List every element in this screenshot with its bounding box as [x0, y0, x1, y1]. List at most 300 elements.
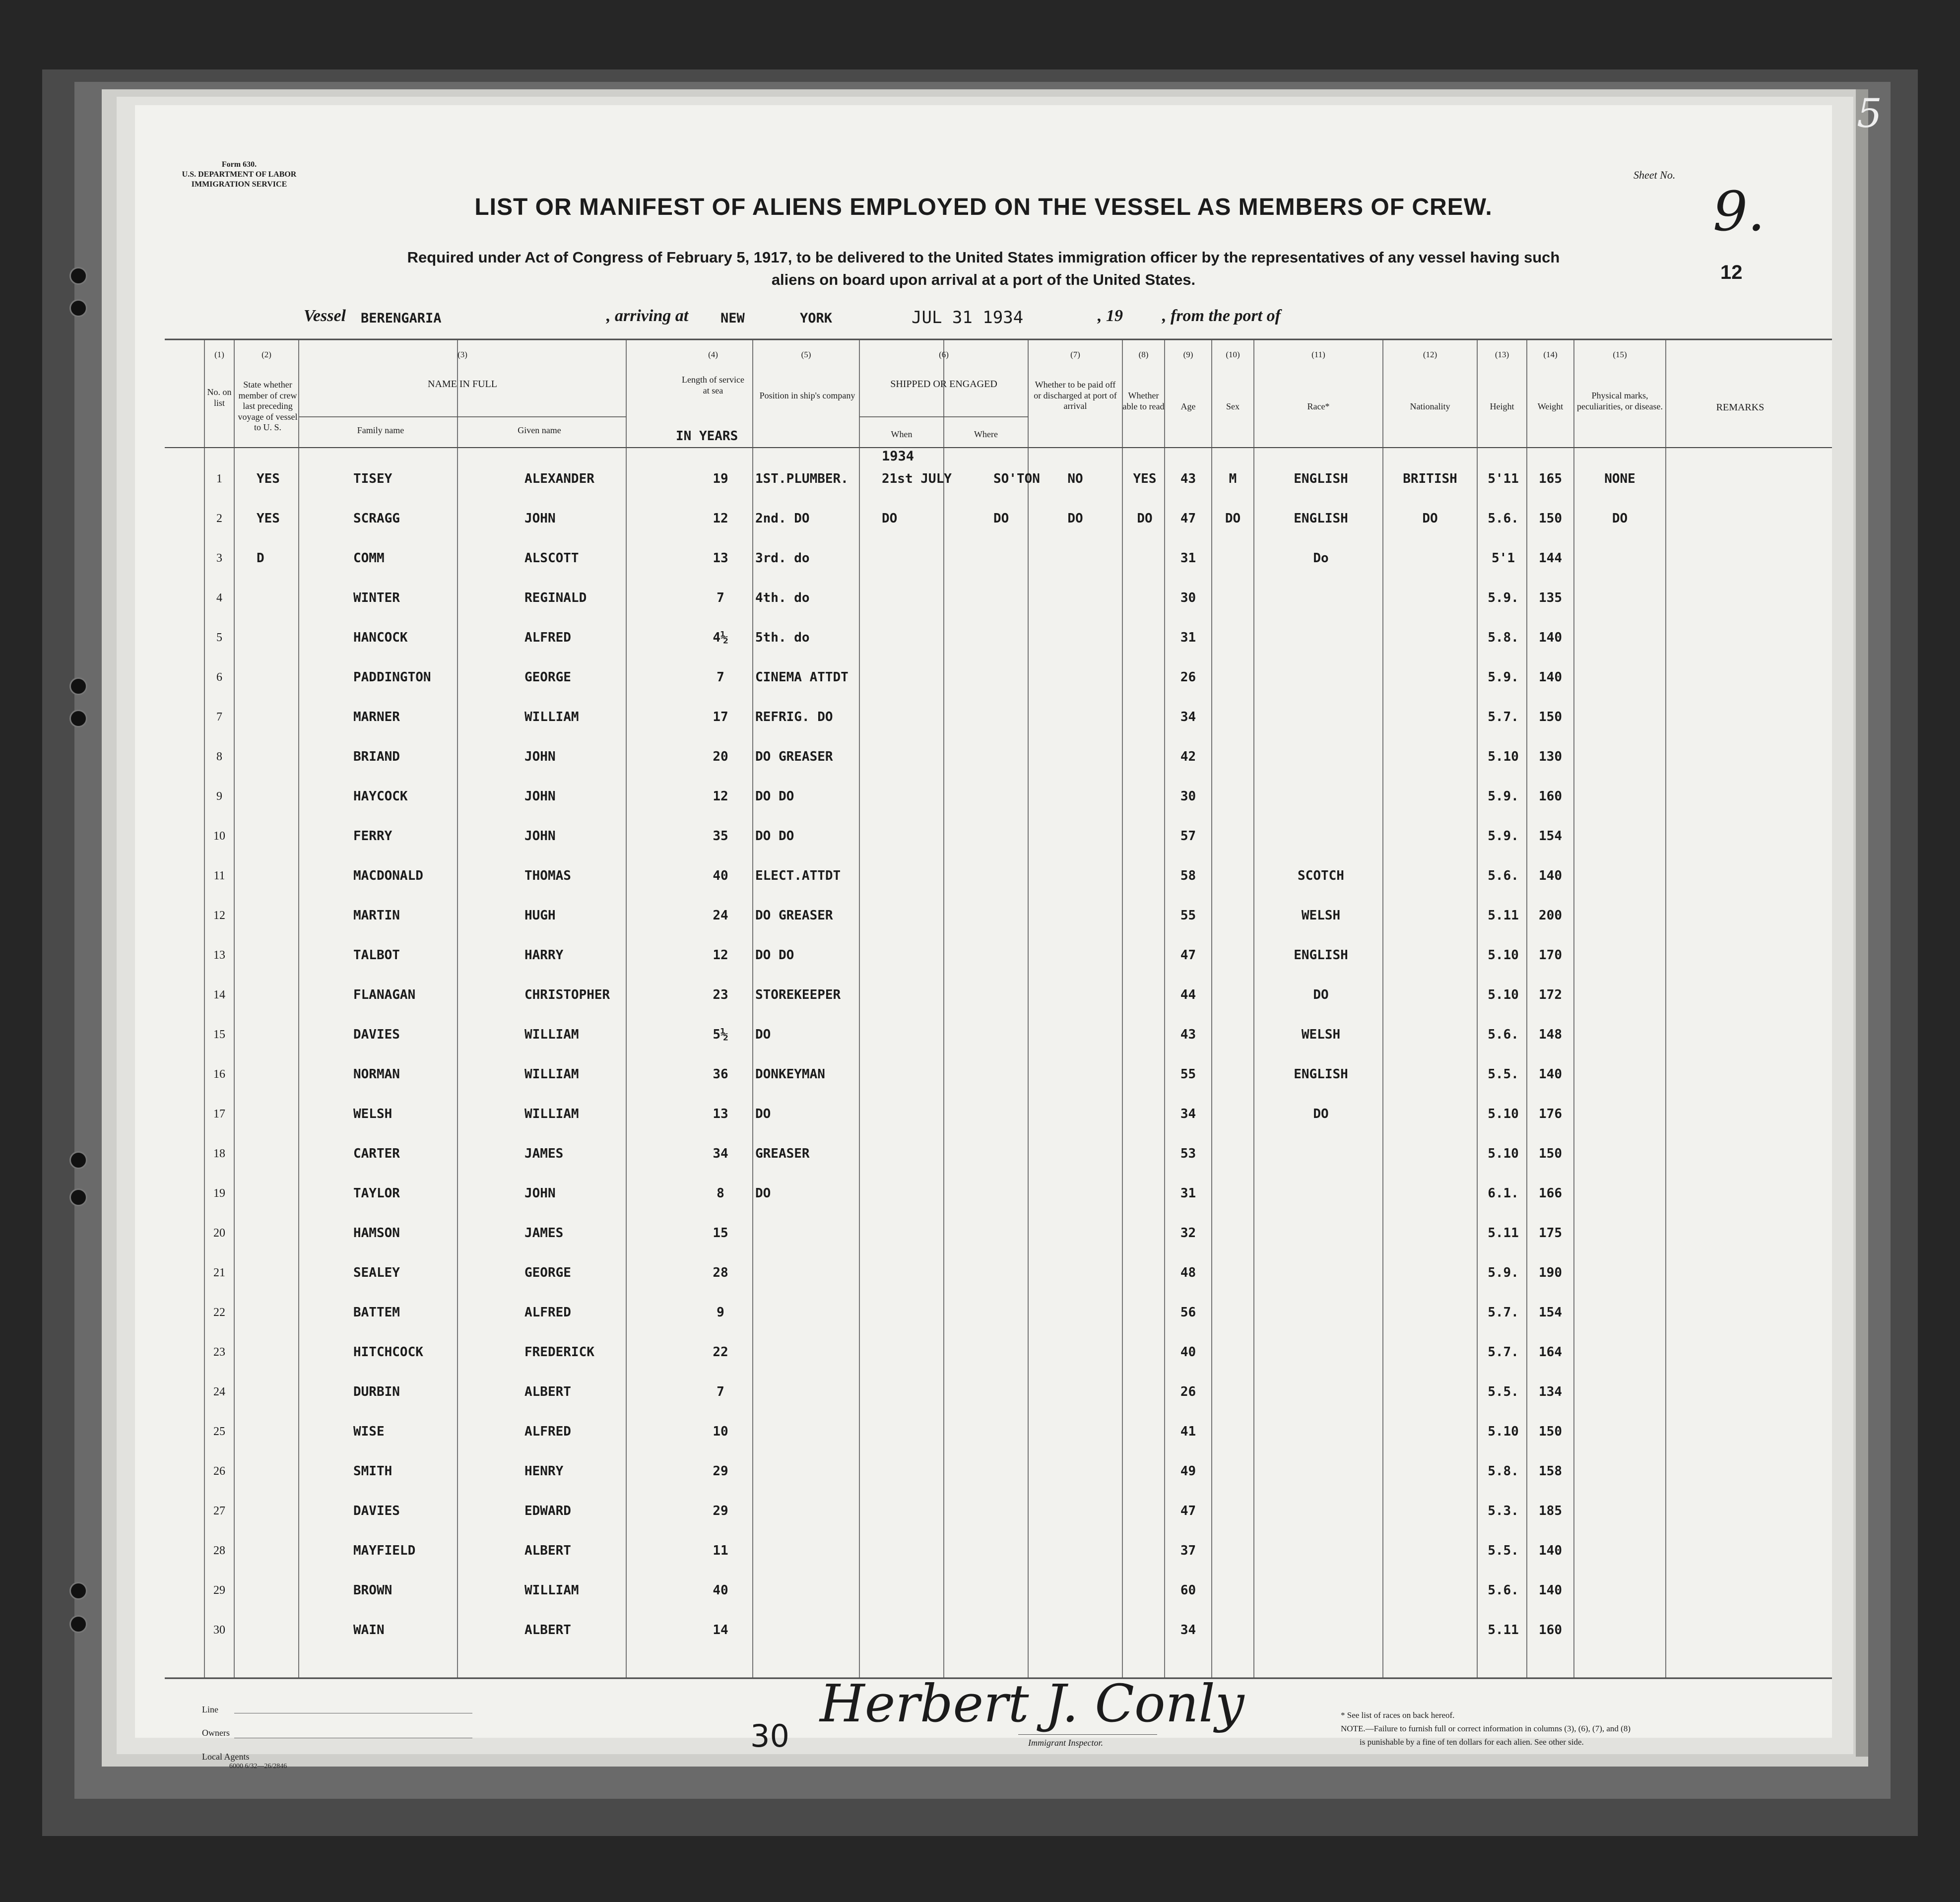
weight: 170	[1539, 948, 1562, 963]
family-name: HAMSON	[353, 1226, 400, 1241]
age: 57	[1180, 829, 1196, 844]
row-number: 27	[213, 1505, 225, 1517]
weight: 166	[1539, 1186, 1562, 1201]
col-9-number: (9)	[1183, 350, 1193, 359]
row-number: 4	[216, 591, 222, 604]
row-number: 21	[213, 1266, 225, 1279]
weight: 160	[1539, 789, 1562, 804]
given-name: WILLIAM	[524, 1583, 579, 1598]
age: 49	[1180, 1464, 1196, 1479]
sex: M	[1229, 471, 1237, 486]
prev-voyage: YES	[257, 511, 280, 526]
service-years: 12	[713, 948, 728, 963]
row-number: 19	[213, 1187, 225, 1200]
family-name: COMM	[353, 551, 385, 566]
family-name: WISE	[353, 1424, 385, 1439]
age: 41	[1180, 1424, 1196, 1439]
age: 30	[1180, 590, 1196, 605]
family-name: FLANAGAN	[353, 987, 416, 1002]
position: ELECT.ATTDT	[755, 868, 841, 883]
family-name: HITCHCOCK	[353, 1345, 423, 1360]
col-5-number: (5)	[801, 350, 811, 359]
subtitle-line-1: Required under Act of Congress of February 5, 1917, to be delivered to the United States immigration officer by the representatives of any vessel having such	[407, 249, 1560, 266]
date-stamp: JUL 31 1934	[912, 308, 1024, 328]
age: 31	[1180, 630, 1196, 645]
weight: 140	[1539, 670, 1562, 685]
service-years: 22	[713, 1345, 728, 1360]
position: DONKEYMAN	[755, 1067, 825, 1082]
height: 5.8.	[1488, 1464, 1519, 1479]
age: 47	[1180, 948, 1196, 963]
weight: 135	[1539, 590, 1562, 605]
col-7-label: Whether to be paid off or discharged at port of arrival	[1034, 380, 1117, 411]
row-number: 7	[216, 711, 222, 723]
height: 5.9.	[1488, 789, 1519, 804]
given-name: JOHN	[524, 511, 556, 526]
col-4-label: Length of service at sea	[682, 375, 744, 395]
row-number: 26	[213, 1465, 225, 1478]
service-years: 7	[717, 670, 724, 685]
line-label: Line	[202, 1705, 218, 1714]
service-years: 10	[713, 1424, 728, 1439]
family-name: CARTER	[353, 1146, 400, 1161]
col-16-label: REMARKS	[1716, 402, 1764, 413]
given-name: GEORGE	[524, 670, 571, 685]
weight: 130	[1539, 749, 1562, 764]
race: ENGLISH	[1294, 471, 1348, 486]
service-years: 13	[713, 551, 728, 566]
row-number: 17	[213, 1108, 225, 1120]
port-part-2: YORK	[800, 311, 833, 326]
col-15-label: Physical marks, peculiarities, or disease.	[1577, 391, 1663, 411]
prev-voyage: YES	[257, 471, 280, 486]
family-name: HANCOCK	[353, 630, 408, 645]
height: 5.7.	[1488, 1305, 1519, 1320]
manifest-sheet	[135, 90, 1882, 1770]
height: 5.9.	[1488, 670, 1519, 685]
row-number: 8	[216, 750, 222, 763]
total-count-hand: 30	[750, 1718, 789, 1754]
height: 5.9.	[1488, 829, 1519, 844]
height: 5.10	[1488, 749, 1519, 764]
height: 5.6.	[1488, 868, 1519, 883]
service-years: 8	[717, 1186, 724, 1201]
col-6-number: (6)	[939, 350, 949, 359]
service-years: 28	[713, 1265, 728, 1280]
given-name: ALFRED	[524, 1424, 571, 1439]
family-name: MACDONALD	[353, 868, 423, 883]
row-number: 29	[213, 1584, 225, 1597]
family-name: SMITH	[353, 1464, 392, 1479]
height: 5.11	[1488, 1226, 1519, 1241]
row-number: 22	[213, 1306, 225, 1319]
position: 5th. do	[755, 630, 810, 645]
shipped-when: DO	[882, 511, 898, 526]
row-number: 20	[213, 1227, 225, 1240]
weight: 148	[1539, 1027, 1562, 1042]
height: 5.8.	[1488, 630, 1519, 645]
col-10-number: (10)	[1226, 350, 1240, 359]
service-years: 29	[713, 1464, 728, 1479]
given-name: WILLIAM	[524, 710, 579, 724]
family-name: SEALEY	[353, 1265, 400, 1280]
family-name: DAVIES	[353, 1504, 400, 1518]
position: DO	[755, 1027, 771, 1042]
row-number: 30	[213, 1624, 225, 1637]
family-name: WAIN	[353, 1623, 385, 1638]
height: 5.3.	[1488, 1504, 1519, 1518]
note-line-1: NOTE.—Failure to furnish full or correct information in columns (3), (6), (7), and (8)	[1341, 1724, 1631, 1733]
age: 53	[1180, 1146, 1196, 1161]
weight: 144	[1539, 551, 1562, 566]
row-number: 24	[213, 1385, 225, 1398]
service-years: 34	[713, 1146, 728, 1161]
col-1-label: No. on list	[207, 387, 232, 408]
height: 6.1.	[1488, 1186, 1519, 1201]
col-11-number: (11)	[1311, 350, 1325, 359]
given-name: ALBERT	[524, 1384, 571, 1399]
family-name: SCRAGG	[353, 511, 400, 526]
position: DO GREASER	[755, 749, 833, 764]
family-name: FERRY	[353, 829, 392, 844]
given-name: ALBERT	[524, 1543, 571, 1558]
able-to-read: DO	[1137, 511, 1153, 526]
col-5-label: Position in ship's company	[759, 391, 855, 400]
position: GREASER	[755, 1146, 810, 1161]
row-number: 9	[216, 790, 222, 803]
service-years: 24	[713, 908, 728, 923]
row-number: 15	[213, 1028, 225, 1041]
race: ENGLISH	[1294, 948, 1348, 963]
family-name: WELSH	[353, 1107, 392, 1121]
service-years: 12	[713, 789, 728, 804]
col-1-number: (1)	[214, 350, 224, 359]
family-name: HAYCOCK	[353, 789, 408, 804]
row-number: 16	[213, 1068, 225, 1081]
age: 34	[1180, 1623, 1196, 1638]
service-years: 36	[713, 1067, 728, 1082]
weight: 190	[1539, 1265, 1562, 1280]
given-name: FREDERICK	[524, 1345, 594, 1360]
family-name: DAVIES	[353, 1027, 400, 1042]
port-part-1: NEW	[720, 311, 745, 326]
weight: 158	[1539, 1464, 1562, 1479]
physical-marks: DO	[1612, 511, 1628, 526]
binder-hole	[69, 1582, 87, 1600]
col-3-label: NAME IN FULL	[428, 379, 497, 390]
position: DO GREASER	[755, 908, 833, 923]
col-3-number: (3)	[457, 350, 467, 359]
shipped-when: 21st JULY	[882, 471, 952, 486]
race: ENGLISH	[1294, 1067, 1348, 1082]
service-years: 29	[713, 1504, 728, 1518]
service-years: 23	[713, 987, 728, 1002]
corner-mark: 5	[1857, 90, 1882, 136]
weight: 150	[1539, 1146, 1562, 1161]
age: 47	[1180, 511, 1196, 526]
given-name: GEORGE	[524, 1265, 571, 1280]
row-number: 18	[213, 1147, 225, 1160]
col-15-number: (15)	[1613, 350, 1627, 359]
age: 31	[1180, 1186, 1196, 1201]
col-14-label: Weight	[1537, 401, 1564, 411]
given-name: ALFRED	[524, 1305, 571, 1320]
col-3-family: Family name	[357, 425, 404, 435]
age: 37	[1180, 1543, 1196, 1558]
weight: 140	[1539, 1067, 1562, 1082]
row-number: 25	[213, 1425, 225, 1438]
position: STOREKEEPER	[755, 987, 841, 1002]
family-name: MARNER	[353, 710, 400, 724]
height: 5.5.	[1488, 1384, 1519, 1399]
row-number: 3	[216, 552, 222, 565]
age: 32	[1180, 1226, 1196, 1241]
position: REFRIG. DO	[755, 710, 833, 724]
age: 34	[1180, 1107, 1196, 1121]
binder-hole	[69, 1615, 87, 1633]
col-12-number: (12)	[1423, 350, 1437, 359]
weight: 154	[1539, 829, 1562, 844]
age: 58	[1180, 868, 1196, 883]
service-years: 15	[713, 1226, 728, 1241]
binder-hole	[69, 677, 87, 695]
age: 34	[1180, 710, 1196, 724]
family-name: TAYLOR	[353, 1186, 400, 1201]
shipped-where: SO'TON	[993, 471, 1040, 486]
weight: 154	[1539, 1305, 1562, 1320]
service-years: 5½	[713, 1027, 728, 1042]
col-2-number: (2)	[261, 350, 271, 359]
col-3-given: Given name	[518, 425, 561, 435]
service-years: 7	[717, 590, 724, 605]
binder-hole	[69, 267, 87, 285]
race: WELSH	[1301, 1027, 1341, 1042]
given-name: ALSCOTT	[524, 551, 579, 566]
position: DO DO	[755, 789, 794, 804]
service-years: 9	[717, 1305, 724, 1320]
owners-label: Owners	[202, 1728, 230, 1738]
given-name: HARRY	[524, 948, 564, 963]
service-years: 40	[713, 868, 728, 883]
physical-marks: NONE	[1604, 471, 1635, 486]
col-6-when: When	[891, 429, 913, 439]
age: 44	[1180, 987, 1196, 1002]
given-name: HENRY	[524, 1464, 564, 1479]
family-name: MARTIN	[353, 908, 400, 923]
height: 5.9.	[1488, 590, 1519, 605]
given-name: ALBERT	[524, 1623, 571, 1638]
col-8-number: (8)	[1138, 350, 1149, 359]
height: 5.6.	[1488, 1583, 1519, 1598]
weight: 150	[1539, 1424, 1562, 1439]
col-14-number: (14)	[1543, 350, 1558, 359]
col-12-label: Nationality	[1410, 401, 1450, 411]
weight: 150	[1539, 511, 1562, 526]
inspector-signature: Herbert J. Conly	[820, 1673, 1244, 1734]
position: DO	[755, 1186, 771, 1201]
age: 47	[1180, 1504, 1196, 1518]
given-name: ALEXANDER	[524, 471, 594, 486]
row-number: 28	[213, 1544, 225, 1557]
prev-voyage: D	[257, 551, 264, 566]
family-name: TALBOT	[353, 948, 400, 963]
year-label: , 19	[1098, 307, 1123, 325]
sheet-number-sub: 12	[1720, 262, 1743, 283]
col-4-typed: IN YEARS	[676, 429, 738, 444]
service-years: 13	[713, 1107, 728, 1121]
given-name: EDWARD	[524, 1504, 571, 1518]
binder-hole	[69, 710, 87, 727]
service-years: 17	[713, 710, 728, 724]
weight: 185	[1539, 1504, 1562, 1518]
service-years: 11	[713, 1543, 728, 1558]
given-name: WILLIAM	[524, 1067, 579, 1082]
weight: 164	[1539, 1345, 1562, 1360]
binder-hole	[69, 1188, 87, 1206]
given-name: HUGH	[524, 908, 556, 923]
weight: 175	[1539, 1226, 1562, 1241]
race: ENGLISH	[1294, 511, 1348, 526]
weight: 140	[1539, 1543, 1562, 1558]
position: CINEMA ATTDT	[755, 670, 849, 685]
service-years: 7	[717, 1384, 724, 1399]
col-6-label: SHIPPED OR ENGAGED	[890, 379, 997, 390]
given-name: ALFRED	[524, 630, 571, 645]
row-number: 14	[213, 988, 225, 1001]
height: 5.5.	[1488, 1543, 1519, 1558]
row-number: 12	[213, 909, 225, 922]
col-9-label: Age	[1180, 401, 1196, 411]
age: 42	[1180, 749, 1196, 764]
height: 5.6.	[1488, 1027, 1519, 1042]
age: 60	[1180, 1583, 1196, 1598]
nationality: DO	[1422, 511, 1438, 526]
from-label: , from the port of	[1162, 307, 1281, 325]
arriving-label: , arriving at	[606, 307, 689, 325]
height: 5.6.	[1488, 511, 1519, 526]
agents-label: Local Agents	[202, 1752, 250, 1762]
department: U.S. DEPARTMENT OF LABOR	[182, 170, 297, 179]
age: 30	[1180, 789, 1196, 804]
shipped-year: 1934	[882, 449, 915, 464]
height: 5.10	[1488, 1424, 1519, 1439]
family-name: PADDINGTON	[353, 670, 431, 685]
sheet-number-hand: 9.	[1713, 180, 1765, 243]
position: 1ST.PLUMBER.	[755, 471, 849, 486]
sex: DO	[1225, 511, 1241, 526]
col-13-label: Height	[1490, 401, 1514, 411]
given-name: REGINALD	[524, 590, 587, 605]
family-name: NORMAN	[353, 1067, 400, 1082]
family-name: BATTEM	[353, 1305, 400, 1320]
given-name: CHRISTOPHER	[524, 987, 610, 1002]
family-name: BRIAND	[353, 749, 400, 764]
height: 5.10	[1488, 1146, 1519, 1161]
age: 43	[1180, 1027, 1196, 1042]
weight: 134	[1539, 1384, 1562, 1399]
given-name: JOHN	[524, 789, 556, 804]
height: 5.11	[1488, 1623, 1519, 1638]
race: DO	[1313, 987, 1329, 1002]
family-name: TISEY	[353, 471, 392, 486]
service-years: 35	[713, 829, 728, 844]
service-years: 20	[713, 749, 728, 764]
service-years: 12	[713, 511, 728, 526]
family-name: MAYFIELD	[353, 1543, 416, 1558]
service-years: 40	[713, 1583, 728, 1598]
age: 26	[1180, 670, 1196, 685]
page-title: LIST OR MANIFEST OF ALIENS EMPLOYED ON THE VESSEL AS MEMBERS OF CREW.	[474, 194, 1493, 220]
height: 5.5.	[1488, 1067, 1519, 1082]
height: 5.7.	[1488, 710, 1519, 724]
race: DO	[1313, 1107, 1329, 1121]
col-8-label: Whether able to read	[1122, 391, 1165, 411]
inspector-label: Immigrant Inspector.	[1028, 1738, 1103, 1748]
weight: 140	[1539, 1583, 1562, 1598]
col-6-where: Where	[974, 429, 998, 439]
sheet-label: Sheet No.	[1633, 169, 1676, 181]
binder-hole	[69, 299, 87, 317]
weight: 200	[1539, 908, 1562, 923]
given-name: WILLIAM	[524, 1027, 579, 1042]
given-name: JOHN	[524, 749, 556, 764]
height: 5.10	[1488, 1107, 1519, 1121]
col-13-number: (13)	[1495, 350, 1509, 359]
col-7-number: (7)	[1070, 350, 1080, 359]
row-number: 1	[216, 472, 222, 485]
race: SCOTCH	[1298, 868, 1344, 883]
row-number: 5	[216, 631, 222, 644]
given-name: WILLIAM	[524, 1107, 579, 1121]
subtitle-line-2: aliens on board upon arrival at a port of the United States.	[771, 270, 1196, 288]
age: 48	[1180, 1265, 1196, 1280]
given-name: JAMES	[524, 1226, 564, 1241]
vessel-label: Vessel	[304, 307, 346, 325]
age: 43	[1180, 471, 1196, 486]
age: 26	[1180, 1384, 1196, 1399]
family-name: WINTER	[353, 590, 400, 605]
print-code: 6000 6/32—26/2846	[229, 1763, 287, 1770]
family-name: DURBIN	[353, 1384, 400, 1399]
row-number: 13	[213, 949, 225, 962]
signature-rule	[1018, 1734, 1157, 1735]
vessel-name: BERENGARIA	[361, 311, 442, 326]
row-number: 2	[216, 512, 222, 525]
col-4-number: (4)	[708, 350, 718, 359]
service: IMMIGRATION SERVICE	[191, 180, 287, 189]
paid-off: DO	[1067, 511, 1083, 526]
height: 5'1	[1492, 551, 1515, 566]
weight: 150	[1539, 710, 1562, 724]
family-name: BROWN	[353, 1583, 392, 1598]
row-number: 6	[216, 671, 222, 684]
position: DO DO	[755, 948, 794, 963]
binder-hole	[69, 1151, 87, 1169]
shipped-where: DO	[993, 511, 1009, 526]
given-name: JOHN	[524, 829, 556, 844]
weight: 160	[1539, 1623, 1562, 1638]
height: 5.11	[1488, 908, 1519, 923]
height: 5.10	[1488, 948, 1519, 963]
age: 55	[1180, 1067, 1196, 1082]
paid-off: NO	[1067, 471, 1083, 486]
service-years: 4½	[713, 630, 728, 645]
row-number: 23	[213, 1346, 225, 1359]
col-10-label: Sex	[1226, 401, 1240, 411]
weight: 165	[1539, 471, 1562, 486]
col-2-label: State whether member of crew last preceding voyage of vessel to U. S.	[238, 380, 298, 433]
given-name: JOHN	[524, 1186, 556, 1201]
